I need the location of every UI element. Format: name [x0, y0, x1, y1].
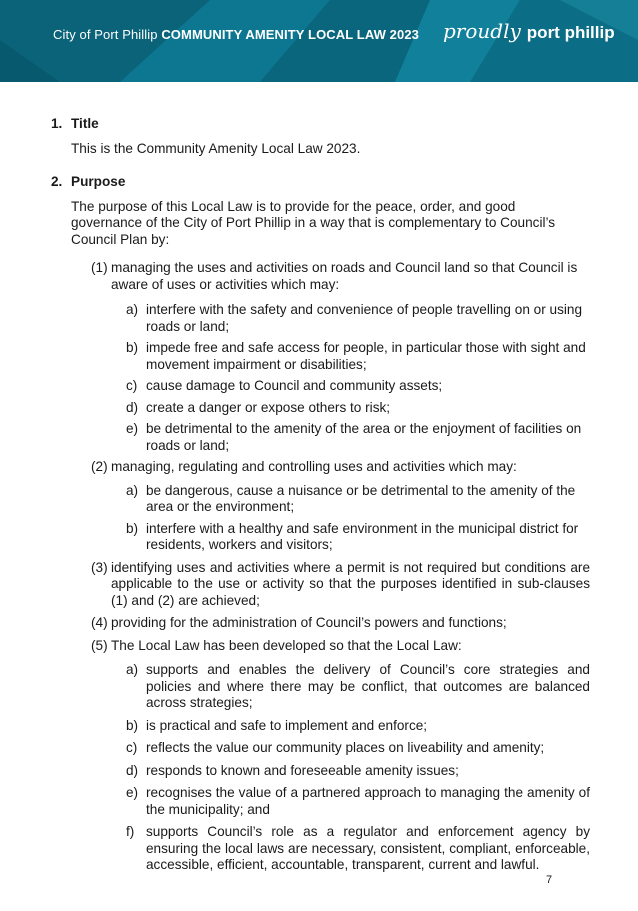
clause-text: managing, regulating and controlling uses and activities which may: [111, 459, 517, 474]
item-letter: e) [126, 785, 139, 800]
item-text: be dangerous, cause a nuisance or be detrimental to the amenity of the area or the environment; [146, 482, 576, 514]
item-text: recognises the value of a partnered approach to managing the amenity of the municipality; and [146, 785, 590, 817]
item-letter: a) [126, 662, 139, 677]
section-number: 2. [51, 174, 63, 189]
item-text: create a danger or expose others to risk; [146, 399, 391, 415]
clause-5 [0, 638, 638, 655]
section-text: The purpose of this Local Law is to provide for the peace, order, and good governance of the City of Port Phillip in a way that is complementary to Council’s Council Plan by: [71, 198, 556, 247]
list-item [0, 785, 638, 818]
local-law-title: COMMUNITY AMENITY LOCAL LAW 2023 [161, 27, 420, 42]
logo-brand-text: port phillip [526, 23, 615, 42]
list-item [0, 662, 638, 712]
item-text: is practical and safe to implement and enforce; [146, 717, 428, 733]
list-item [0, 421, 638, 454]
list-item [0, 340, 638, 373]
item-letter: c) [126, 740, 138, 755]
clause-4 [0, 615, 638, 632]
item-letter: a) [126, 482, 139, 498]
item-letter: b) [126, 340, 139, 355]
section-text: This is the Community Amenity Local Law 2023. [71, 140, 361, 156]
item-letter: f) [126, 824, 135, 839]
item-letter: b) [126, 717, 139, 733]
item-letter: b) [126, 520, 139, 536]
item-text: cause damage to Council and community assets; [146, 378, 443, 393]
list-item [0, 302, 638, 335]
list-item [0, 400, 638, 417]
proudly-port-phillip-logo [443, 19, 615, 43]
section-heading: Purpose [71, 174, 126, 189]
clause-number: (4) [91, 615, 108, 630]
clause-text: providing for the administration of Council’s powers and functions; [111, 615, 507, 630]
item-letter: a) [126, 302, 139, 317]
clause-number: (1) [91, 260, 108, 275]
item-text: responds to known and foreseeable amenity issues; [146, 762, 459, 778]
item-text: impede free and safe access for people, in particular those with sight and movement impairment or disabilities; [146, 340, 586, 372]
header-banner [0, 0, 638, 82]
document-body [0, 116, 638, 874]
item-letter: d) [126, 762, 139, 778]
list-item [0, 824, 638, 874]
section-number: 1. [51, 116, 63, 131]
council-name: City of Port Phillip [53, 27, 158, 42]
logo-script-text: proudly [443, 19, 521, 43]
clause-text: The Local Law has been developed so that the Local Law: [111, 637, 462, 653]
list-item [0, 763, 638, 780]
item-text: reflects the value our community places on liveability and amenity; [146, 740, 545, 755]
section-title [0, 116, 638, 157]
clause-2 [0, 459, 638, 476]
section-heading: Title [71, 116, 99, 131]
list-item [0, 483, 638, 516]
item-letter: d) [126, 399, 139, 415]
list-item [0, 521, 638, 554]
item-letter: c) [126, 378, 138, 393]
item-text: supports Council’s role as a regulator and enforcement agency by ensuring the local laws are necessary, consistent, compliant, enforceable, accessible, efficient, accountable, transparent, current and lawful. [146, 824, 590, 872]
clause-number: (3) [91, 559, 108, 575]
page-number: 7 [546, 874, 553, 886]
item-text: interfere with the safety and convenience of people travelling on or using roads or land; [146, 302, 583, 334]
section-purpose [0, 174, 638, 248]
clause-number: (2) [91, 459, 108, 474]
clause-3 [0, 560, 638, 610]
list-item [0, 740, 638, 757]
clause-text: managing the uses and activities on roads and Council land so that Council is aware of uses or activities which may: [111, 260, 578, 292]
item-letter: e) [126, 421, 139, 436]
clause-number: (5) [91, 637, 108, 653]
list-item [0, 718, 638, 735]
item-text: interfere with a healthy and safe environment in the municipal district for residents, workers and visitors; [146, 520, 579, 552]
clause-text: identifying uses and activities where a permit is not required but conditions are applicable to the use or activity so that the purposes identified in sub-clauses (1) and (2) are achieved; [111, 559, 590, 608]
clause-1 [0, 260, 638, 293]
item-text: be detrimental to the amenity of the area or the enjoyment of facilities on roads or land; [146, 421, 582, 453]
item-text: supports and enables the delivery of Council’s core strategies and policies and where there may be conflict, that outcomes are balanced across strategies; [146, 662, 590, 710]
document-title [53, 27, 419, 42]
list-item [0, 378, 638, 395]
